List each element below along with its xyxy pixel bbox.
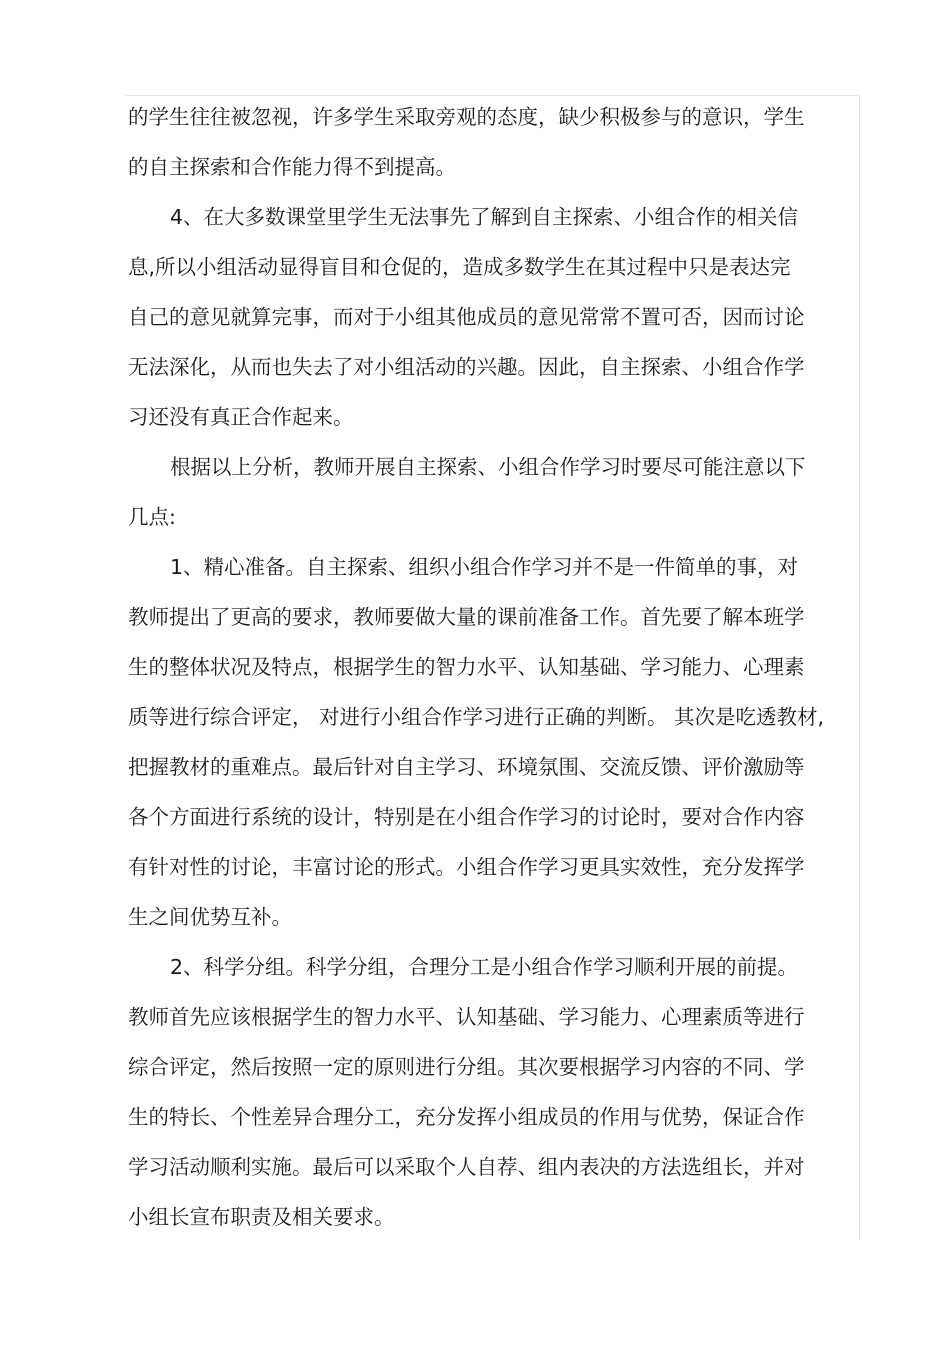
- text-line: 把握教材的重难点。最后针对自主学习、环境氛围、交流反馈、评价激励等: [128, 755, 805, 779]
- page-border-top: [126, 95, 860, 96]
- text-line: 教师提出了更高的要求，教师要做大量的课前准备工作。首先要了解本班学: [128, 605, 805, 629]
- text-line: 息,所以小组活动显得盲目和仓促的，造成多数学生在其过程中只是表达完: [128, 255, 791, 279]
- text-line: 习还没有真正合作起来。: [128, 405, 354, 429]
- text-line: 有针对性的讨论，丰富讨论的形式。小组合作学习更具实效性，充分发挥学: [128, 855, 805, 879]
- text-line: 4、在大多数课堂里学生无法事先了解到自主探索、小组合作的相关信: [170, 205, 799, 229]
- text-line: 2、科学分组。科学分组，合理分工是小组合作学习顺利开展的前提。: [170, 955, 799, 979]
- text-line: 几点:: [128, 505, 176, 529]
- text-line: 小组长宣布职责及相关要求。: [128, 1205, 395, 1229]
- text-line: 学习活动顺利实施。最后可以采取个人自荐、组内表决的方法选组长，并对: [128, 1155, 805, 1179]
- text-line: 质等进行综合评定， 对进行小组合作学习进行正确的判断。 其次是吃透教材,: [128, 705, 825, 729]
- text-line: 各个方面进行系统的设计，特别是在小组合作学习的讨论时，要对合作内容: [128, 805, 805, 829]
- text-line: 根据以上分析，教师开展自主探索、小组合作学习时要尽可能注意以下: [170, 455, 806, 479]
- text-line: 生的整体状况及特点，根据学生的智力水平、认知基础、学习能力、心理素: [128, 655, 805, 679]
- text-line: 综合评定，然后按照一定的原则进行分组。其次要根据学习内容的不同、学: [128, 1055, 805, 1079]
- text-line: 生之间优势互补。: [128, 905, 292, 929]
- page-border-right: [859, 95, 860, 1240]
- text-line: 的自主探索和合作能力得不到提高。: [128, 155, 456, 179]
- text-line: 无法深化，从而也失去了对小组活动的兴趣。因此，自主探索、小组合作学: [128, 355, 805, 379]
- text-line: 教师首先应该根据学生的智力水平、认知基础、学习能力、心理素质等进行: [128, 1005, 805, 1029]
- text-line: 的学生往往被忽视，许多学生采取旁观的态度，缺少积极参与的意识，学生: [128, 105, 805, 129]
- text-line: 自己的意见就算完事，而对于小组其他成员的意见常常不置可否，因而讨论: [128, 305, 805, 329]
- text-line: 1、精心准备。自主探索、组织小组合作学习并不是一件简单的事，对: [170, 555, 799, 579]
- text-line: 生的特长、个性差异合理分工，充分发挥小组成员的作用与优势，保证合作: [128, 1105, 805, 1129]
